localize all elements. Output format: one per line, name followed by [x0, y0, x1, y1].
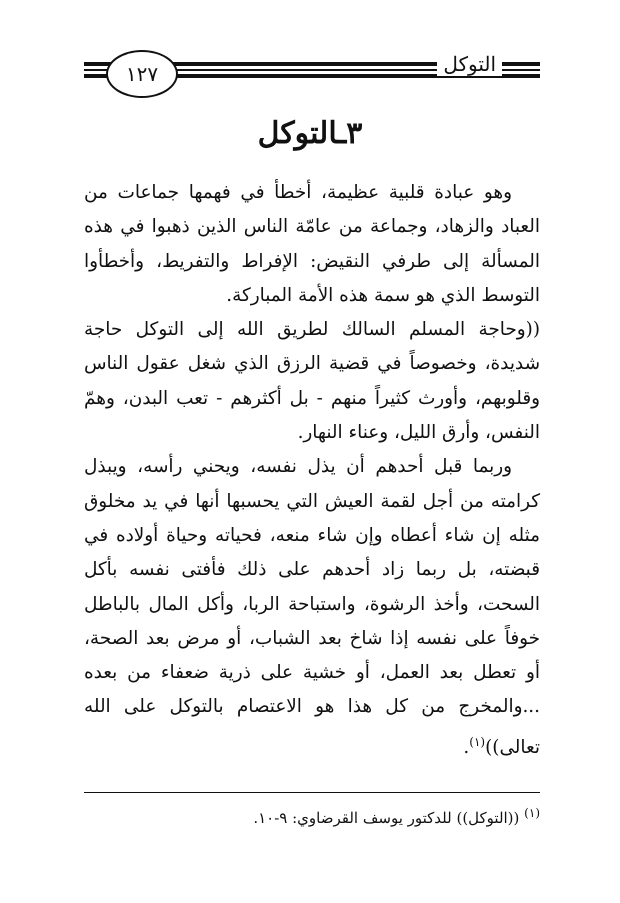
footnote-reference: (١) [469, 734, 486, 749]
paragraph-text: وربما قبل أحدهم أن يذل نفسه، ويحني رأسه، ويبذل كرامته من أجل لقمة العيش التي يحسبها أنها في يد مخلوق مثله إن شاء أعطاه وإن شاء منعه، فحياته وحياة أولاده في قبضته، بل ربما زاد أحدهم على ذلك فأفتى نفسه بأكل السحت، وأخذ الرشوة، واستباحة الربا، وأكل المال بالباطل خوفاً على نفسه إذا شاخ بعد الشباب، أو مرض بعد الصحة، أو تعطل بعد العمل، أو خشية على ذرية ضعفاء من بعده ...والمخرج من كل هذا هو الاعتصام بالتوكل على الله تعالى)) [84, 456, 540, 758]
paragraph: ((وحاجة المسلم السالك لطريق الله إلى التوكل حاجة شديدة، وخصوصاً في قضية الرزق الذي شغل عقول الناس وقلوبهم، وأورث كثيراً منهم - بل أكثرهم - تعب البدن، وهمّ النفس، وأرق الليل، وعناء النهار. [84, 319, 540, 444]
paragraph [84, 450, 540, 765]
running-title: التوكل [437, 52, 502, 76]
running-header [84, 38, 540, 110]
footnote [84, 806, 540, 827]
paragraph: وهو عبادة قلبية عظيمة، أخطأ في فهمها جماعات من العباد والزهاد، وجماعة من عامّة الناس الذين ذهبوا في هذه المسألة إلى طرفي النقيض: الإفراط والتفريط، وأخطأوا التوسط الذي هو سمة هذه الأمة المباركة. [84, 182, 540, 306]
footnote-separator [84, 792, 540, 793]
chapter-title: ٣ـالتوكل [257, 116, 363, 151]
body-text [84, 176, 540, 765]
footnote-text: ((التوكل)) للدكتور يوسف القرضاوي: ٩-١٠. [253, 809, 520, 827]
footnote-marker: (١) [524, 806, 540, 820]
page-number: ١٢٧ [106, 50, 178, 98]
paragraph-end: . [463, 736, 470, 758]
